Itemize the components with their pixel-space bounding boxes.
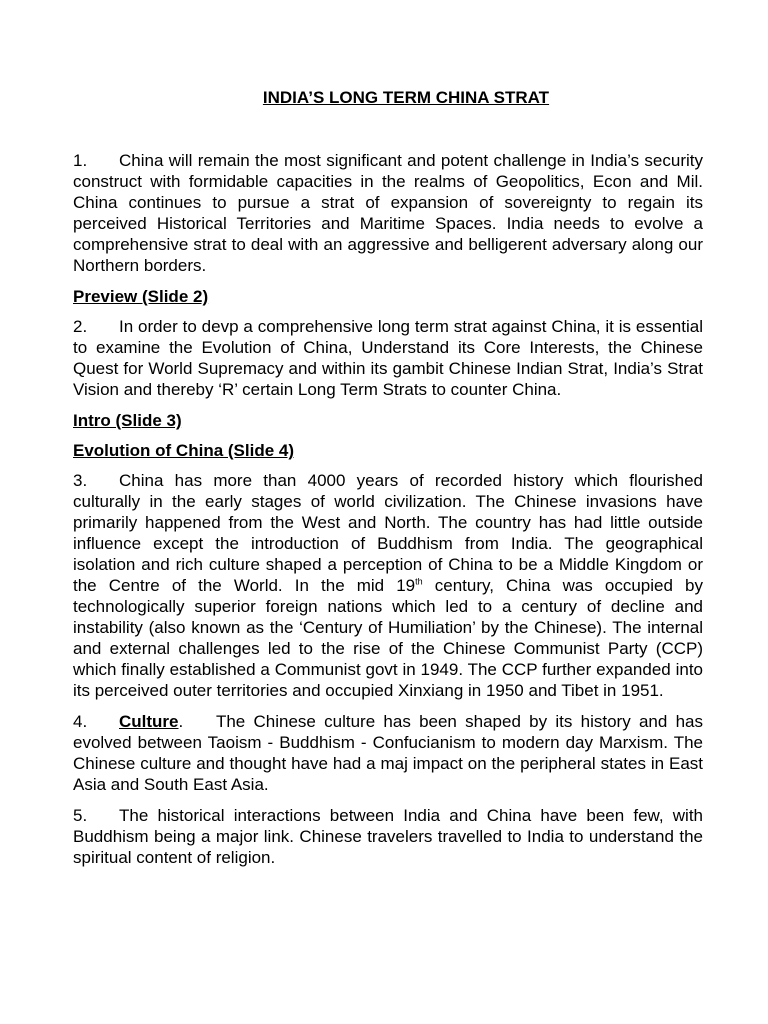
ordinal-superscript: th bbox=[415, 576, 423, 587]
paragraph-text: In order to devp a comprehensive long term strat against China, it is essential to examine the Evolution of China, Understand its Core Interests, the Chinese Quest for World Supremacy and within its gambit Chinese Indian Strat, India’s Strat Vision and thereby ‘R’ certain Long Term Strats to counter China. bbox=[73, 317, 703, 399]
heading-preview: Preview (Slide 2) bbox=[73, 287, 209, 306]
paragraph-number: 3. bbox=[73, 471, 88, 490]
paragraph-4 bbox=[73, 711, 703, 795]
paragraph-2 bbox=[73, 316, 703, 400]
paragraph-number: 5. bbox=[73, 806, 88, 825]
paragraph-number: 1. bbox=[73, 151, 88, 170]
document-title: INDIA’S LONG TERM CHINA STRAT bbox=[262, 88, 550, 107]
paragraph-text-b: century, China was occupied by technologically superior foreign nations which led to a century of decline and instability (also known as the ‘Century of Humiliation’ by the Chinese). The internal and external challenges led to the rise of the Chinese Communist Party (CCP) which finally established a Communist govt in 1949. The CCP further expanded into its perceived outer territories and occupied Xinxiang in 1950 and Tibet in 1951. bbox=[73, 576, 703, 700]
document-page bbox=[73, 88, 703, 878]
paragraph-number: 4. bbox=[73, 712, 88, 731]
paragraph-3 bbox=[73, 470, 703, 701]
inline-heading-culture: Culture bbox=[119, 712, 179, 731]
paragraph-number: 2. bbox=[73, 317, 88, 336]
paragraph-5 bbox=[73, 805, 703, 868]
heading-evolution: Evolution of China (Slide 4) bbox=[73, 441, 294, 460]
heading-intro: Intro (Slide 3) bbox=[73, 411, 182, 430]
paragraph-1 bbox=[73, 150, 703, 276]
paragraph-text: The Chinese culture has been shaped by its history and has evolved between Taoism - Buddhism - Confucianism to modern day Marxism. The Chinese culture and thought have had a maj impact on the peripheral states in East Asia and South East Asia. bbox=[73, 712, 703, 794]
paragraph-text: China will remain the most significant and potent challenge in India’s security construct with formidable capacities in the realms of Geopolitics, Econ and Mil. China continues to pursue a strat of expansion of sovereignty to regain its perceived Historical Territories and Maritime Spaces. India needs to evolve a comprehensive strat to deal with an aggressive and belligerent adversary along our Northern borders. bbox=[73, 151, 703, 275]
paragraph-text-a: China has more than 4000 years of recorded history which flourished culturally in the early stages of world civilization. The Chinese invasions have primarily happened from the West and North. The country has had little outside influence except the introduction of Buddhism from India. The geographical isolation and rich culture shaped a perception of China to be a Middle Kingdom or the Centre of the World. In the mid 19 bbox=[73, 471, 703, 595]
paragraph-text: The historical interactions between India and China have been few, with Buddhism being a major link. Chinese travelers travelled to India to understand the spiritual content of religion. bbox=[73, 806, 703, 867]
inline-heading-suffix: . bbox=[178, 712, 184, 731]
